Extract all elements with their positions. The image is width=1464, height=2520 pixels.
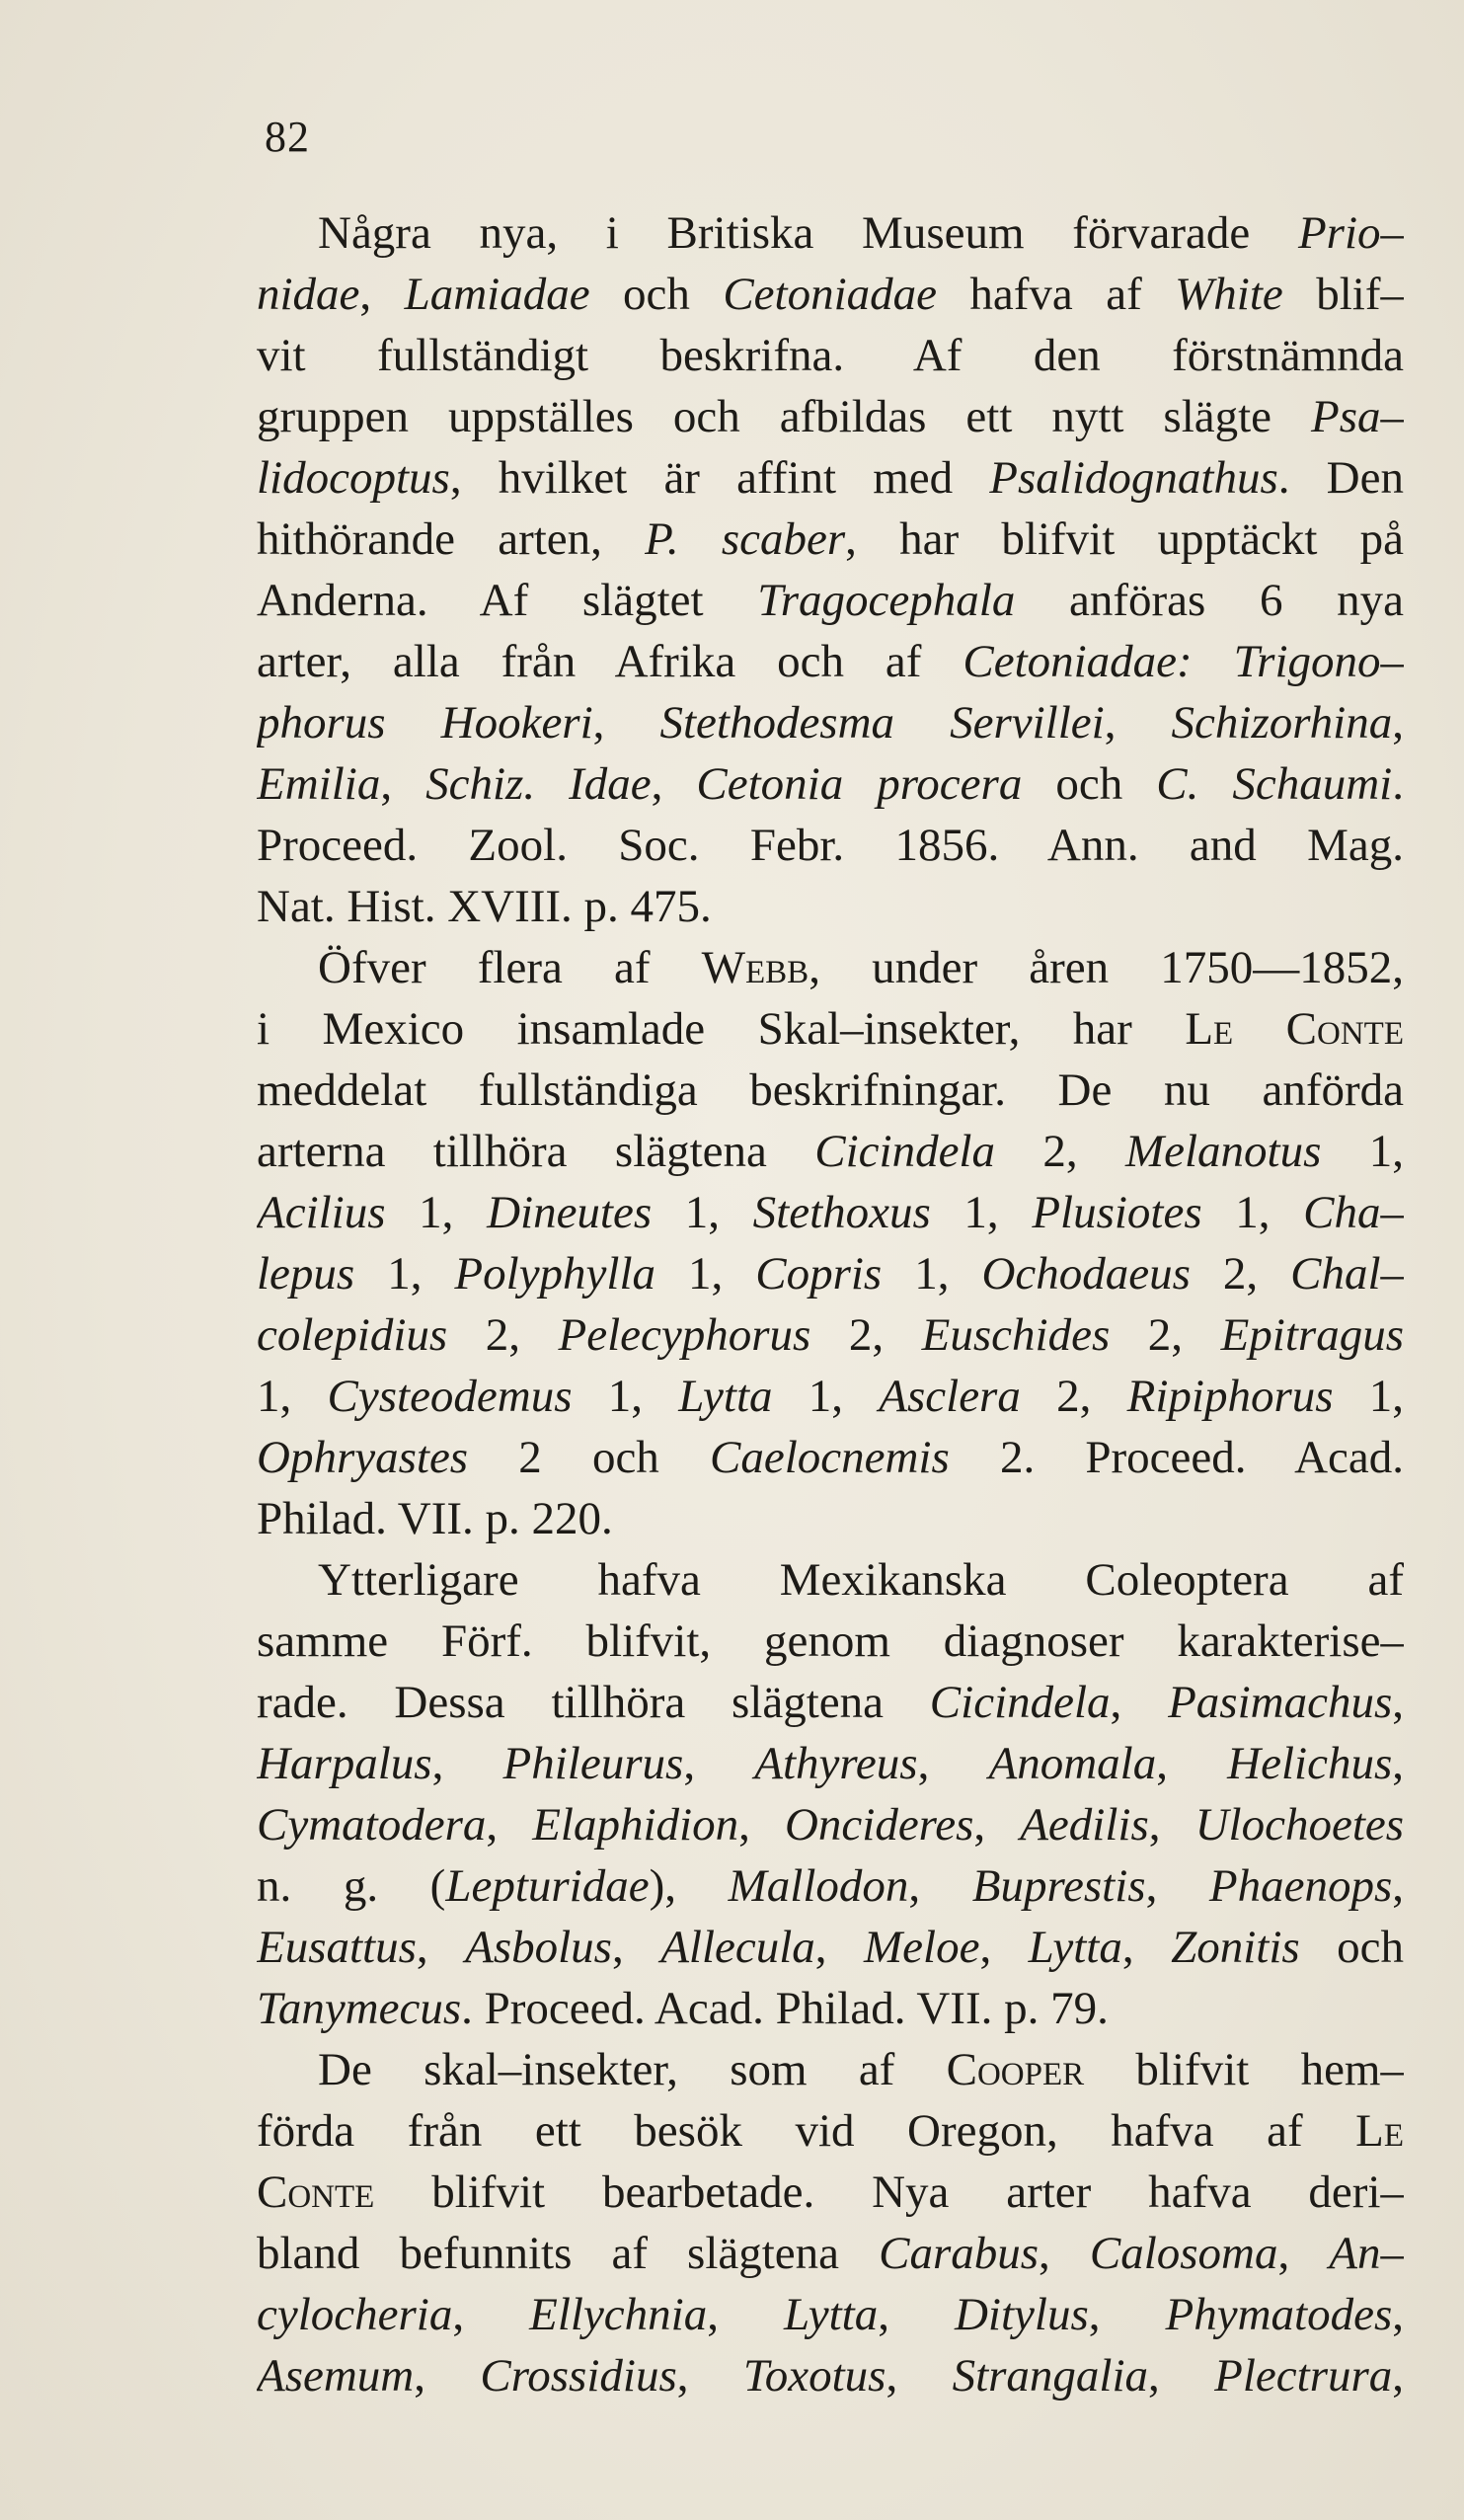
text-line xyxy=(257,1672,1404,1733)
italic-term: Elaphidion xyxy=(532,1799,739,1851)
text-run: och xyxy=(589,269,724,320)
text-line xyxy=(257,447,1404,509)
text-run: , xyxy=(1088,2289,1166,2340)
italic-term: Helichus xyxy=(1227,1738,1393,1789)
italic-term: Toxotus xyxy=(742,2350,886,2402)
italic-term: Prio– xyxy=(1297,207,1404,259)
text-run: 2, xyxy=(1110,1309,1221,1361)
italic-term: Crossidius xyxy=(480,2350,677,2402)
text-line xyxy=(257,2039,1404,2100)
italic-term: Allecula xyxy=(660,1922,815,1973)
italic-term: Lytta xyxy=(1028,1922,1122,1973)
text-run: , xyxy=(676,2350,743,2402)
text-run: 1, xyxy=(652,1187,753,1238)
text-run: , xyxy=(908,1860,972,1912)
text-run: , xyxy=(1392,2350,1404,2402)
text-run: 2, xyxy=(1190,1248,1291,1299)
text-run: , xyxy=(611,1922,661,1973)
text-line xyxy=(257,1733,1404,1794)
text-run: anföras 6 nya xyxy=(1015,575,1404,626)
italic-term: Tragocephala xyxy=(757,575,1016,626)
italic-term: Phileurus xyxy=(502,1738,684,1789)
italic-term: Ophryastes xyxy=(257,1432,469,1483)
italic-term: Eusattus xyxy=(257,1922,417,1973)
text-line xyxy=(257,1611,1404,1672)
text-run: 1, xyxy=(772,1371,880,1422)
italic-term: Ditylus xyxy=(954,2289,1089,2340)
text-run: 1, xyxy=(1333,1371,1404,1422)
text-run: och xyxy=(1299,1922,1404,1973)
text-run: 2 och xyxy=(468,1432,710,1483)
italic-term: lidocoptus xyxy=(257,452,450,504)
text-line xyxy=(257,570,1404,631)
text-line xyxy=(257,1917,1404,1978)
italic-term: Lytta xyxy=(784,2289,879,2340)
text-run: förda från ett besök vid Oregon, hafva af xyxy=(257,2105,1356,2157)
text-run: , xyxy=(1392,1738,1404,1789)
text-run: , xyxy=(380,758,426,810)
text-run: 1, xyxy=(1201,1187,1304,1238)
italic-term: Phaenops xyxy=(1208,1860,1393,1912)
text-line xyxy=(257,1794,1404,1855)
italic-term: Lepturidae xyxy=(445,1860,650,1912)
text-line xyxy=(257,1121,1404,1182)
text-line xyxy=(257,2284,1404,2345)
italic-term: Pelecyphorus xyxy=(558,1309,811,1361)
text-run: Nat. Hist. XVIII. p. 475. xyxy=(257,881,712,932)
text-line xyxy=(257,2345,1404,2406)
text-line xyxy=(257,1366,1404,1427)
text-run: arter, alla från Afrika och af xyxy=(257,636,963,687)
italic-term: cylocheria xyxy=(257,2289,453,2340)
text-line xyxy=(257,509,1404,570)
text-line xyxy=(257,1304,1404,1366)
text-run: , xyxy=(1145,1860,1209,1912)
italic-term: Polyphylla xyxy=(454,1248,656,1299)
text-run: 2, xyxy=(995,1126,1125,1177)
italic-term: Strangalia xyxy=(952,2350,1149,2402)
text-line xyxy=(257,202,1404,264)
text-line xyxy=(257,1060,1404,1121)
text-run: , xyxy=(416,1922,466,1973)
italic-term: Psa– xyxy=(1311,391,1404,442)
text-run: 1, xyxy=(930,1187,1033,1238)
italic-term: lepus xyxy=(257,1248,355,1299)
italic-term: Phymatodes xyxy=(1165,2289,1393,2340)
text-run: rade. Dessa tillhöra slägtena xyxy=(257,1677,930,1728)
text-run: , xyxy=(1392,2289,1404,2340)
italic-term: Psalidognathus xyxy=(989,452,1278,504)
italic-term: Melanotus xyxy=(1124,1126,1322,1177)
author-name: Cooper xyxy=(946,2044,1085,2095)
text-run: blif– xyxy=(1282,269,1404,320)
text-run: blifvit hem– xyxy=(1084,2044,1404,2095)
text-run: och xyxy=(1022,758,1157,810)
text-run: , xyxy=(979,1922,1029,1973)
author-name: Webb xyxy=(701,942,809,993)
italic-term: Zonitis xyxy=(1171,1922,1300,1973)
text-run: . xyxy=(1392,758,1404,810)
text-line xyxy=(257,1978,1404,2039)
text-run: 1, xyxy=(385,1187,488,1238)
text-run: vit fullständigt beskrifna. Af den förstnämnda xyxy=(257,330,1404,381)
text-run: 2, xyxy=(810,1309,922,1361)
text-line xyxy=(257,2100,1404,2162)
text-line xyxy=(257,1243,1404,1304)
text-run: Ytterligare hafva Mexikanska Coleoptera af xyxy=(318,1554,1404,1606)
text-run: De skal–insekter, som af xyxy=(318,2044,947,2095)
italic-term: Anomala xyxy=(988,1738,1157,1789)
italic-term: Cetoniadae xyxy=(723,269,937,320)
text-run: 1, xyxy=(572,1371,679,1422)
italic-term: colepidius xyxy=(257,1309,448,1361)
text-run: . Den xyxy=(1277,452,1404,504)
text-line xyxy=(257,1427,1404,1488)
text-run: meddelat fullständiga beskrifningar. De nu anförda xyxy=(257,1064,1404,1116)
text-run: 2, xyxy=(1020,1371,1127,1422)
italic-term: Ochodaeus xyxy=(981,1248,1191,1299)
page-number: 82 xyxy=(265,113,310,161)
text-run: n. g. ( xyxy=(257,1860,446,1912)
text-line xyxy=(257,692,1404,753)
italic-term: Euschides xyxy=(921,1309,1111,1361)
italic-term: Calosoma xyxy=(1089,2228,1278,2279)
author-name: Le Conte xyxy=(1185,1003,1404,1055)
text-run: , xyxy=(1104,697,1172,748)
italic-term: Oncideres xyxy=(784,1799,974,1851)
text-run: , xyxy=(1392,1677,1404,1728)
text-run: 2. Proceed. Acad. xyxy=(949,1432,1404,1483)
author-name: Conte xyxy=(257,2166,375,2218)
text-line xyxy=(257,1182,1404,1243)
text-run: i Mexico insamlade Skal–insekter, har xyxy=(257,1003,1186,1055)
italic-term: Asemum xyxy=(257,2350,415,2402)
italic-term: Ulochoetes xyxy=(1194,1799,1404,1851)
text-line xyxy=(257,998,1404,1060)
text-run: samme Förf. blifvit, genom diagnoser karakterise– xyxy=(257,1615,1404,1667)
italic-term: Cysteodemus xyxy=(327,1371,573,1422)
text-line xyxy=(257,2223,1404,2284)
text-line xyxy=(257,2162,1404,2223)
italic-term: Emilia xyxy=(257,758,381,810)
text-run: blifvit bearbetade. Nya arter hafva deri– xyxy=(374,2166,1404,2218)
text-line xyxy=(257,1488,1404,1549)
text-run: ), xyxy=(649,1860,729,1912)
text-run: 2, xyxy=(447,1309,559,1361)
italic-term: Acilius xyxy=(257,1187,386,1238)
text-run: Anderna. Af slägtet xyxy=(257,575,758,626)
italic-term: Aedilis xyxy=(1020,1799,1149,1851)
text-run: bland befunnits af slägtena xyxy=(257,2228,880,2279)
italic-term: Lamiadae xyxy=(404,269,590,320)
italic-term: Chal– xyxy=(1290,1248,1404,1299)
italic-term: Stethodesma Servillei xyxy=(659,697,1105,748)
italic-term: Schiz. Idae xyxy=(425,758,652,810)
text-run: , xyxy=(651,758,697,810)
text-line xyxy=(257,631,1404,692)
text-run: Philad. VII. p. 220. xyxy=(257,1493,613,1544)
text-line xyxy=(257,753,1404,815)
italic-term: Cetoniadae: Trigono– xyxy=(963,636,1404,687)
italic-term: Stethoxus xyxy=(752,1187,931,1238)
text-run: , xyxy=(886,2350,953,2402)
text-run: hithörande arten, xyxy=(257,513,646,565)
italic-term: Ripiphorus xyxy=(1126,1371,1334,1422)
italic-term: Cetonia procera xyxy=(696,758,1023,810)
italic-term: Copris xyxy=(755,1248,883,1299)
text-line xyxy=(257,937,1404,998)
text-run: , xyxy=(878,2289,955,2340)
text-run: , xyxy=(486,1799,533,1851)
text-run: 1, xyxy=(655,1248,756,1299)
text-run: , xyxy=(1148,1799,1195,1851)
text-run: , xyxy=(738,1799,785,1851)
text-run: , xyxy=(814,1922,864,1973)
italic-term: Harpalus xyxy=(257,1738,432,1789)
body-text xyxy=(257,202,1404,2406)
text-run: , hvilket är affint med xyxy=(449,452,990,504)
text-run: , xyxy=(592,697,660,748)
text-run: , xyxy=(917,1738,989,1789)
italic-term: Cicindela xyxy=(929,1677,1111,1728)
text-run: , xyxy=(1039,2228,1090,2279)
italic-term: C. Schaumi xyxy=(1156,758,1393,810)
italic-term: Asbolus xyxy=(465,1922,612,1973)
text-run: , xyxy=(452,2289,530,2340)
italic-term: Caelocnemis xyxy=(709,1432,950,1483)
text-run: , xyxy=(1148,2350,1215,2402)
italic-term: Asclera xyxy=(879,1371,1021,1422)
italic-term: Plectrura xyxy=(1214,2350,1393,2402)
italic-term: Tanymecus xyxy=(257,1983,462,2034)
text-run: Några nya, i Britiska Museum förvarade xyxy=(318,207,1298,259)
text-run: Öfver flera af xyxy=(318,942,702,993)
italic-term: Cymatodera xyxy=(257,1799,487,1851)
text-line xyxy=(257,1549,1404,1611)
text-line xyxy=(257,876,1404,937)
italic-term: phorus Hookeri xyxy=(257,697,593,748)
text-line xyxy=(257,264,1404,325)
text-run: , xyxy=(1156,1738,1228,1789)
text-run: , xyxy=(973,1799,1021,1851)
text-run: , xyxy=(1121,1922,1172,1973)
text-line xyxy=(257,325,1404,386)
italic-term: nidae xyxy=(257,269,360,320)
text-run: arterna tillhöra slägtena xyxy=(257,1126,815,1177)
italic-term: Buprestis xyxy=(971,1860,1146,1912)
italic-term: Lytta xyxy=(678,1371,773,1422)
italic-term: Meloe xyxy=(864,1922,980,1973)
text-run: , xyxy=(1277,2228,1330,2279)
text-run: , xyxy=(683,1738,755,1789)
text-run: , xyxy=(431,1738,503,1789)
text-run: , xyxy=(1110,1677,1169,1728)
text-run: , under åren 1750—1852, xyxy=(809,942,1404,993)
text-run: , xyxy=(1392,1860,1404,1912)
italic-term: Ellychnia xyxy=(529,2289,708,2340)
author-name: Le xyxy=(1355,2105,1404,2157)
text-run: , xyxy=(707,2289,784,2340)
italic-term: Plusiotes xyxy=(1032,1187,1202,1238)
italic-term: Epitragus xyxy=(1220,1309,1404,1361)
text-run: 1, xyxy=(354,1248,455,1299)
text-run: 1, xyxy=(257,1371,328,1422)
italic-term: Athyreus xyxy=(754,1738,918,1789)
text-line xyxy=(257,386,1404,447)
text-run: gruppen uppställes och afbildas ett nytt slägte xyxy=(257,391,1311,442)
italic-term: P. scaber xyxy=(645,513,846,565)
italic-term: White xyxy=(1175,269,1283,320)
italic-term: Carabus xyxy=(879,2228,1040,2279)
text-run: , har blifvit upptäckt på xyxy=(845,513,1404,565)
text-run: , xyxy=(414,2350,481,2402)
italic-term: Mallodon xyxy=(728,1860,909,1912)
italic-term: An– xyxy=(1329,2228,1404,2279)
text-run: hafva af xyxy=(937,269,1176,320)
italic-term: Cicindela xyxy=(814,1126,995,1177)
text-run: Proceed. Zool. Soc. Febr. 1856. Ann. and Mag. xyxy=(257,820,1404,871)
text-line xyxy=(257,815,1404,876)
italic-term: Schizorhina xyxy=(1171,697,1393,748)
italic-term: Pasimachus xyxy=(1168,1677,1393,1728)
italic-term: Dineutes xyxy=(487,1187,653,1238)
text-run: . Proceed. Acad. Philad. VII. p. 79. xyxy=(461,1983,1109,2034)
text-run: , xyxy=(359,269,405,320)
italic-term: Cha– xyxy=(1303,1187,1404,1238)
text-run: 1, xyxy=(1321,1126,1404,1177)
text-run: 1, xyxy=(882,1248,982,1299)
text-line xyxy=(257,1855,1404,1917)
text-run: , xyxy=(1392,697,1404,748)
